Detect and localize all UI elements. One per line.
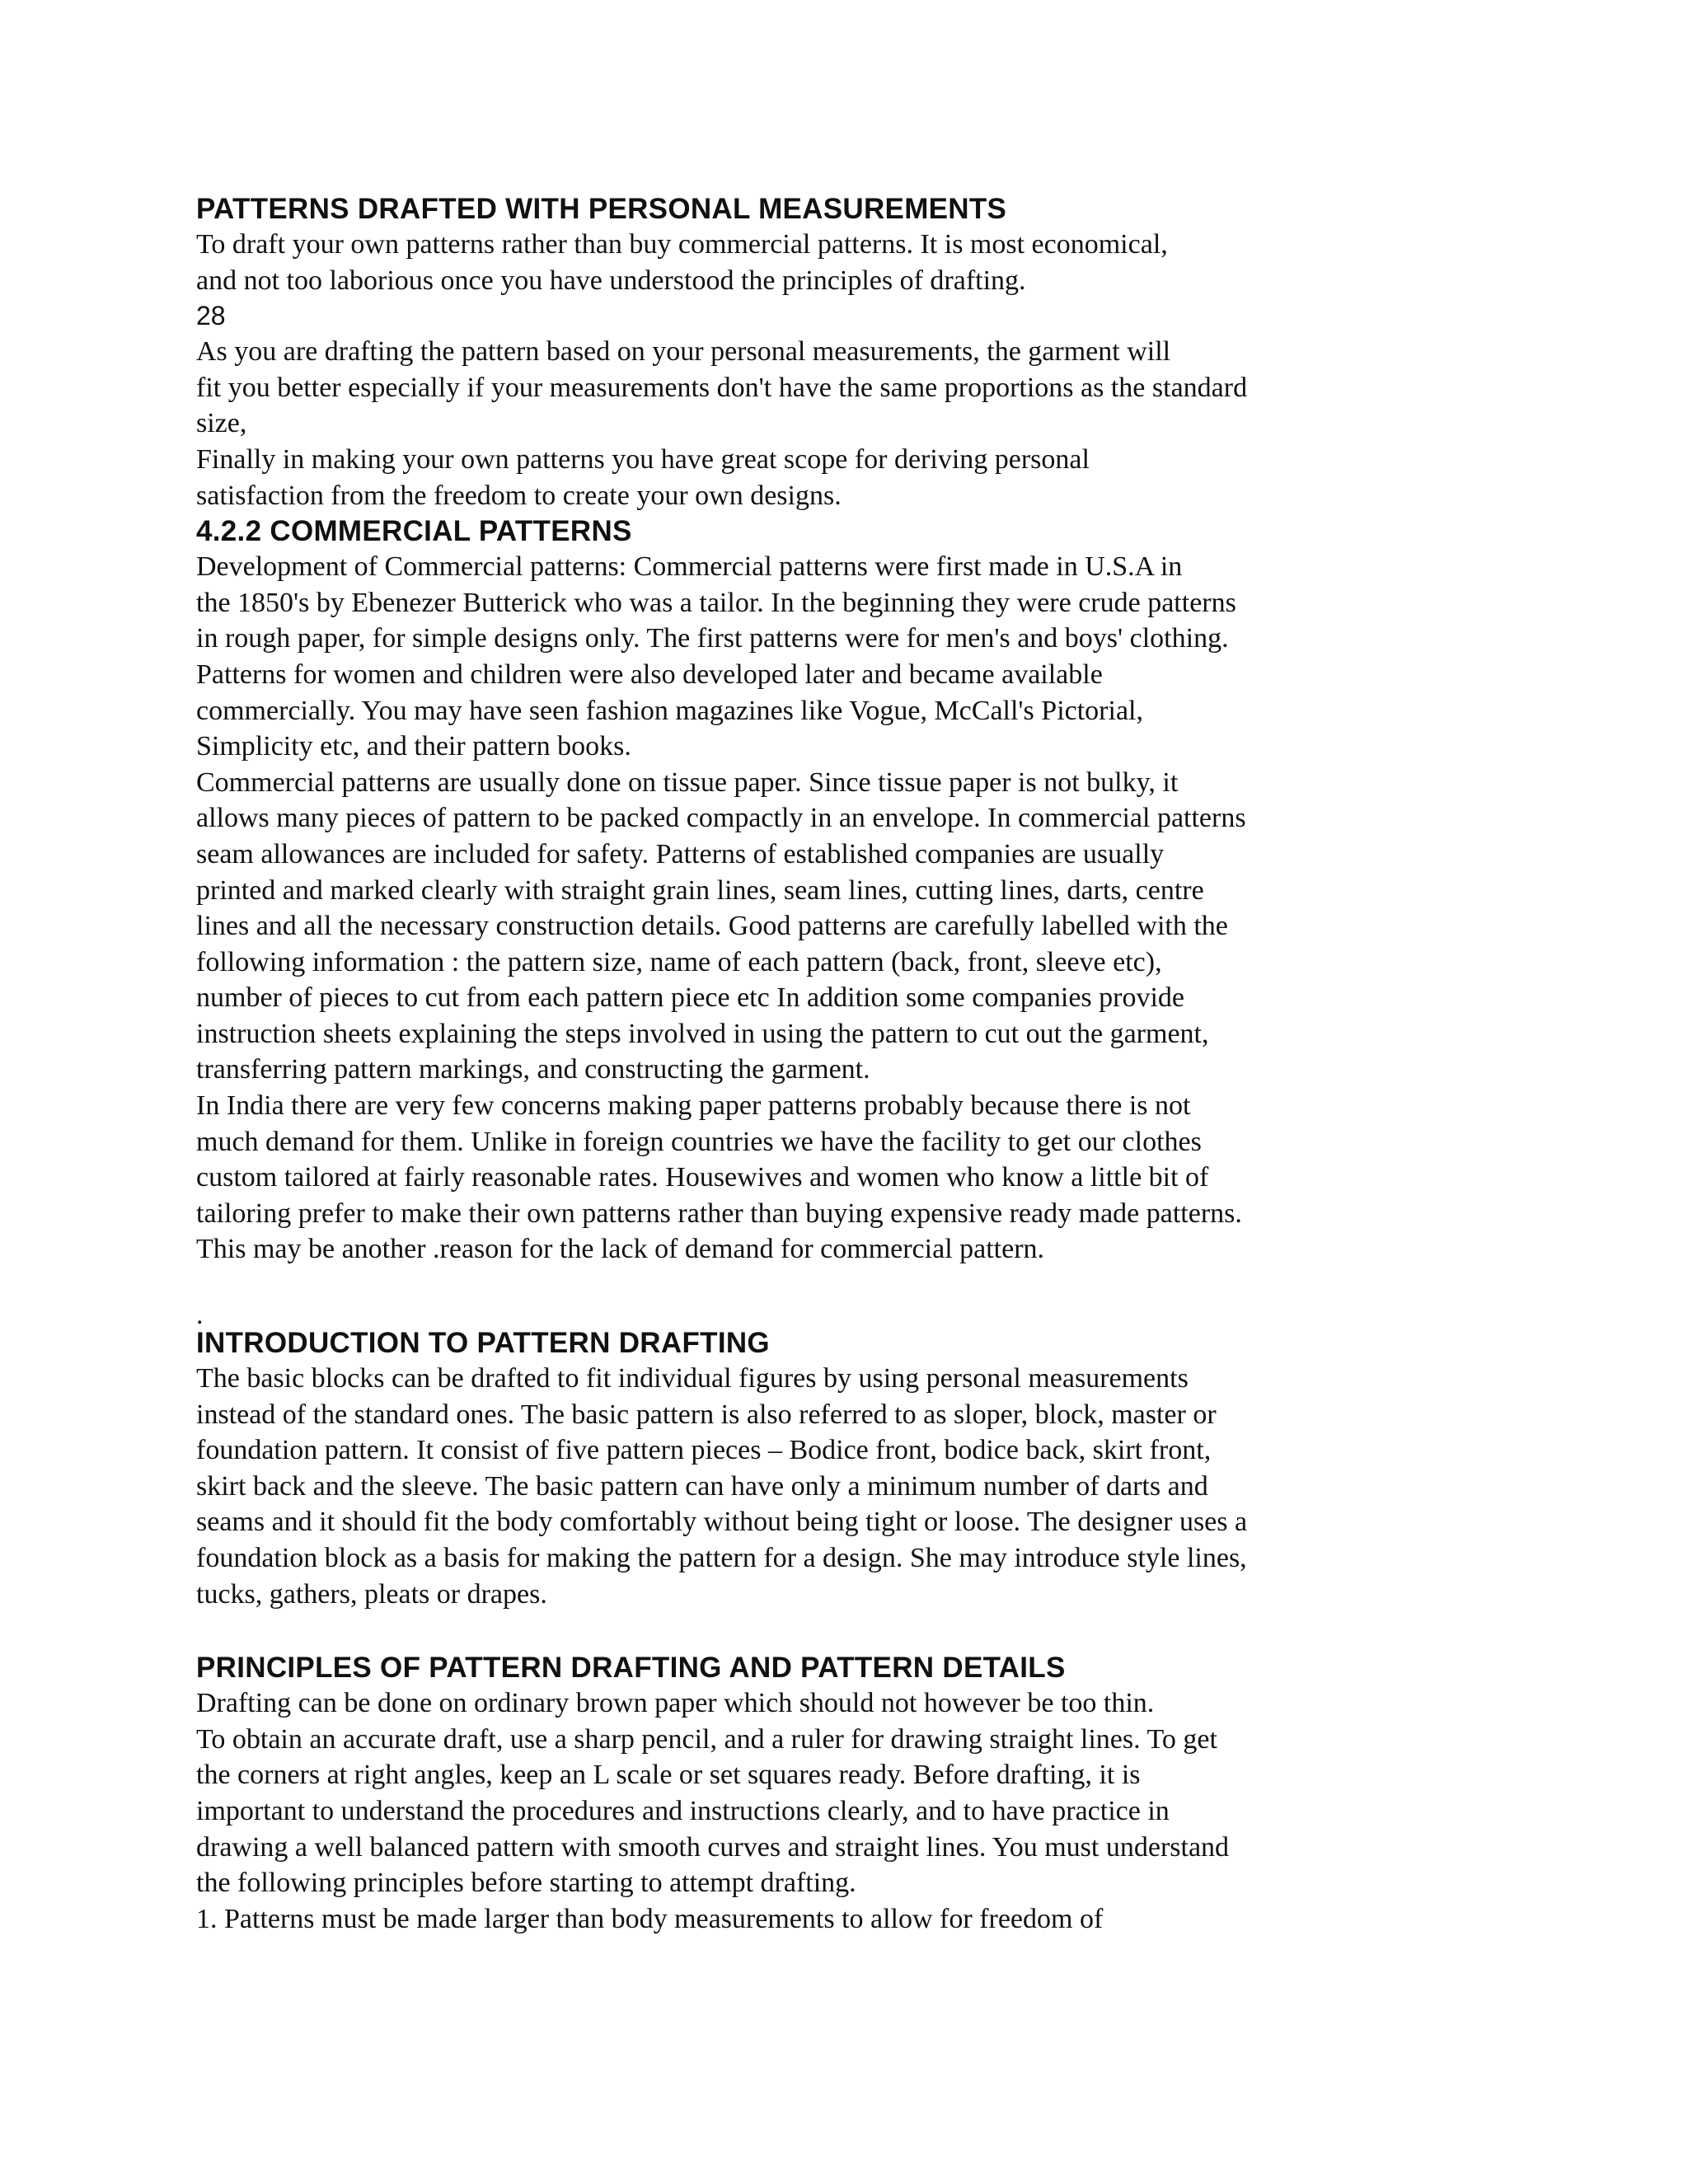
paragraph-line: the following principles before starting to attempt drafting. bbox=[196, 1868, 856, 1899]
paragraph-line: tailoring prefer to make their own patterns rather than buying expensive ready made patterns. bbox=[196, 1197, 1242, 1229]
paragraph-line: drawing a well balanced pattern with smooth curves and straight lines. You must understand bbox=[196, 1831, 1230, 1863]
section-heading: PRINCIPLES OF PATTERN DRAFTING AND PATTERN DETAILS bbox=[196, 1652, 1066, 1685]
paragraph-line: foundation block as a basis for making the pattern for a design. She may introduce style lines, bbox=[196, 1543, 1247, 1573]
paragraph-line: tucks, gathers, pleats or drapes. bbox=[196, 1578, 547, 1610]
paragraph-line: The basic blocks can be drafted to fit individual figures by using personal measurements bbox=[196, 1363, 1189, 1394]
paragraph-line: instruction sheets explaining the steps involved in using the pattern to cut out the garment, bbox=[196, 1018, 1209, 1049]
paragraph-line: size, bbox=[196, 408, 247, 439]
paragraph-line: 1. Patterns must be made larger than body measurements to allow for freedom of bbox=[196, 1903, 1104, 1934]
paragraph-line: following information : the pattern size, name of each pattern (back, front, sleeve etc), bbox=[196, 946, 1162, 977]
paragraph-line: satisfaction from the freedom to create your own designs. bbox=[196, 480, 842, 511]
stray-dot: . bbox=[196, 1300, 204, 1331]
paragraph-line: This may be another .reason for the lack of demand for commercial pattern. bbox=[196, 1234, 1045, 1265]
paragraph-line: instead of the standard ones. The basic pattern is also referred to as sloper, block, master or bbox=[196, 1399, 1217, 1430]
paragraph-line: Finally in making your own patterns you have great scope for deriving personal bbox=[196, 443, 1090, 475]
paragraph-line: Drafting can be done on ordinary brown paper which should not however be too thin. bbox=[196, 1688, 1155, 1719]
paragraph-line: custom tailored at fairly reasonable rates. Housewives and women who know a little bit of bbox=[196, 1162, 1209, 1193]
paragraph-line: seam allowances are included for safety. Patterns of established companies are usually bbox=[196, 838, 1165, 869]
paragraph-line: In India there are very few concerns making paper patterns probably because there is not bbox=[196, 1090, 1191, 1122]
section-intro-pattern-drafting bbox=[196, 1325, 1482, 1612]
paragraph-line: Development of Commercial patterns: Commercial patterns were first made in U.S.A in bbox=[196, 551, 1183, 583]
paragraph-line: fit you better especially if your measurements don't have the same proportions as the standard bbox=[196, 372, 1248, 403]
section-principles-drafting bbox=[196, 1650, 1482, 1937]
paragraph-line: commercially. You may have seen fashion magazines like Vogue, McCall's Pictorial, bbox=[196, 695, 1143, 726]
paragraph-line: To draft your own patterns rather than buy commercial patterns. It is most economical, bbox=[196, 229, 1168, 260]
paragraph-line: and not too laborious once you have understood the principles of drafting. bbox=[196, 265, 1026, 296]
paragraph-line: transferring pattern markings, and constructing the garment. bbox=[196, 1054, 870, 1085]
section-personal-measurements bbox=[196, 191, 1482, 513]
paragraph-line: lines and all the necessary construction details. Good patterns are carefully labelled with the bbox=[196, 911, 1228, 942]
section-heading: PATTERNS DRAFTED WITH PERSONAL MEASUREMENTS bbox=[196, 193, 1007, 225]
paragraph-line: Simplicity etc, and their pattern books. bbox=[196, 731, 631, 762]
paragraph-line: the corners at right angles, keep an L scale or set squares ready. Before drafting, it is bbox=[196, 1760, 1141, 1791]
paragraph-line: skirt back and the sleeve. The basic pattern can have only a minimum number of darts and bbox=[196, 1470, 1208, 1502]
paragraph-line: Patterns for women and children were also developed later and became available bbox=[196, 658, 1103, 690]
paragraph-line: in rough paper, for simple designs only. The first patterns were for men's and boys' clothing. bbox=[196, 623, 1229, 654]
paragraph-line: important to understand the procedures and instructions clearly, and to have practice in bbox=[196, 1795, 1170, 1826]
paragraph-line: Commercial patterns are usually done on tissue paper. Since tissue paper is not bulky, it bbox=[196, 766, 1179, 798]
paragraph-line: To obtain an accurate draft, use a sharp pencil, and a ruler for drawing straight lines. To get bbox=[196, 1723, 1217, 1755]
paragraph-line: foundation pattern. It consist of five pattern pieces – Bodice front, bodice back, skirt front, bbox=[196, 1435, 1212, 1466]
paragraph-line: printed and marked clearly with straight grain lines, seam lines, cutting lines, darts, centre bbox=[196, 874, 1204, 906]
page-number: 28 bbox=[196, 301, 226, 331]
paragraph-line: allows many pieces of pattern to be packed compactly in an envelope. In commercial patterns bbox=[196, 803, 1246, 834]
section-heading: INTRODUCTION TO PATTERN DRAFTING bbox=[196, 1327, 770, 1360]
paragraph-line: the 1850's by Ebenezer Butterick who was a tailor. In the beginning they were crude patterns bbox=[196, 587, 1236, 618]
section-commercial-patterns bbox=[196, 513, 1482, 1268]
document-page bbox=[196, 191, 1482, 1937]
paragraph-line: As you are drafting the pattern based on your personal measurements, the garment will bbox=[196, 336, 1171, 368]
paragraph-line: number of pieces to cut from each pattern piece etc In addition some companies provide bbox=[196, 982, 1184, 1014]
paragraph-line: much demand for them. Unlike in foreign countries we have the facility to get our clothes bbox=[196, 1126, 1202, 1157]
section-heading: 4.2.2 COMMERCIAL PATTERNS bbox=[196, 515, 632, 548]
paragraph-line: seams and it should fit the body comfortably without being tight or loose. The designer uses a bbox=[196, 1507, 1248, 1538]
